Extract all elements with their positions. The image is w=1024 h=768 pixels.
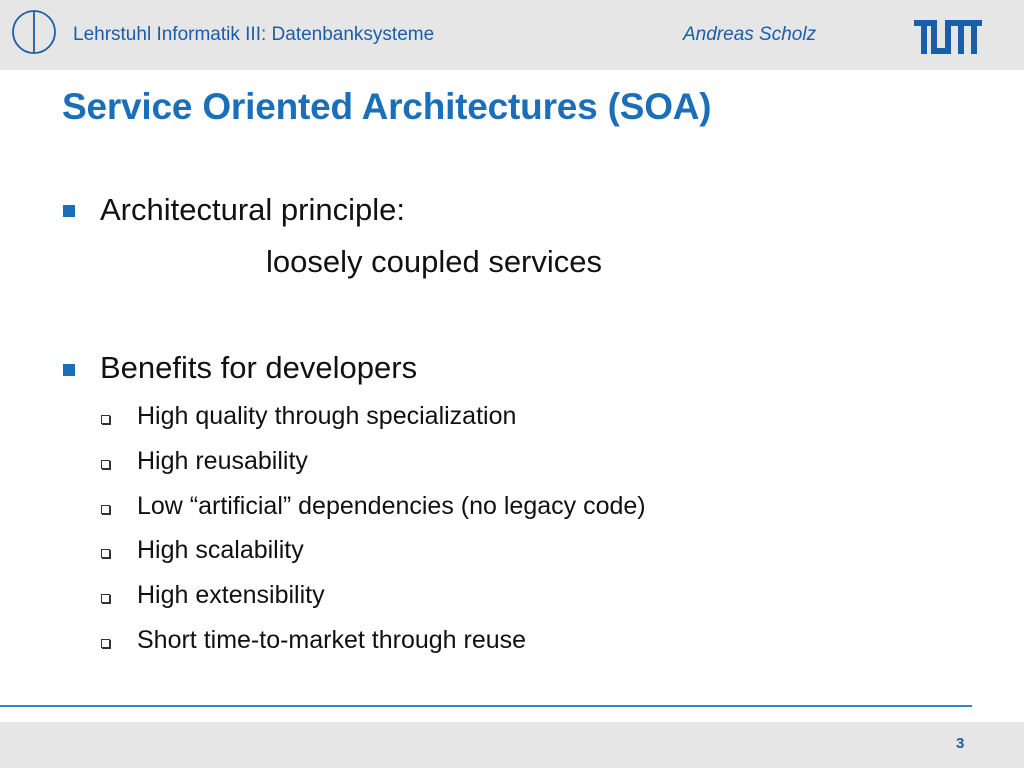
page-number: 3 [956, 735, 965, 752]
tum-logo-icon [914, 20, 982, 54]
institution-name: Lehrstuhl Informatik III: Datenbanksysteme [73, 24, 435, 45]
footer-divider [0, 705, 972, 707]
checkbox-bullet-icon [101, 460, 110, 469]
sub-item: High quality through specialization [137, 402, 517, 430]
sub-item: High scalability [137, 536, 304, 564]
sub-item: High reusability [137, 447, 308, 475]
footer-bar [0, 722, 1024, 768]
sub-item: Low “artificial” dependencies (no legacy code) [137, 492, 646, 520]
bullet-benefits: Benefits for developers [100, 350, 418, 385]
sub-item: High extensibility [137, 581, 325, 609]
checkbox-bullet-icon [101, 549, 110, 558]
sub-item: Short time-to-market through reuse [137, 626, 527, 654]
checkbox-bullet-icon [101, 505, 110, 514]
bullet-architectural-principle: Architectural principle: [100, 192, 405, 227]
checkbox-bullet-icon [101, 639, 110, 648]
checkbox-bullet-icon [101, 594, 110, 603]
university-seal-icon [11, 9, 57, 55]
checkbox-bullet-icon [101, 415, 110, 424]
bullet-square-icon [63, 364, 75, 376]
bullet-continuation: loosely coupled services [266, 244, 603, 279]
slide-title: Service Oriented Architectures (SOA) [62, 86, 712, 127]
author-name: Andreas Scholz [683, 24, 817, 45]
bullet-square-icon [63, 205, 75, 217]
